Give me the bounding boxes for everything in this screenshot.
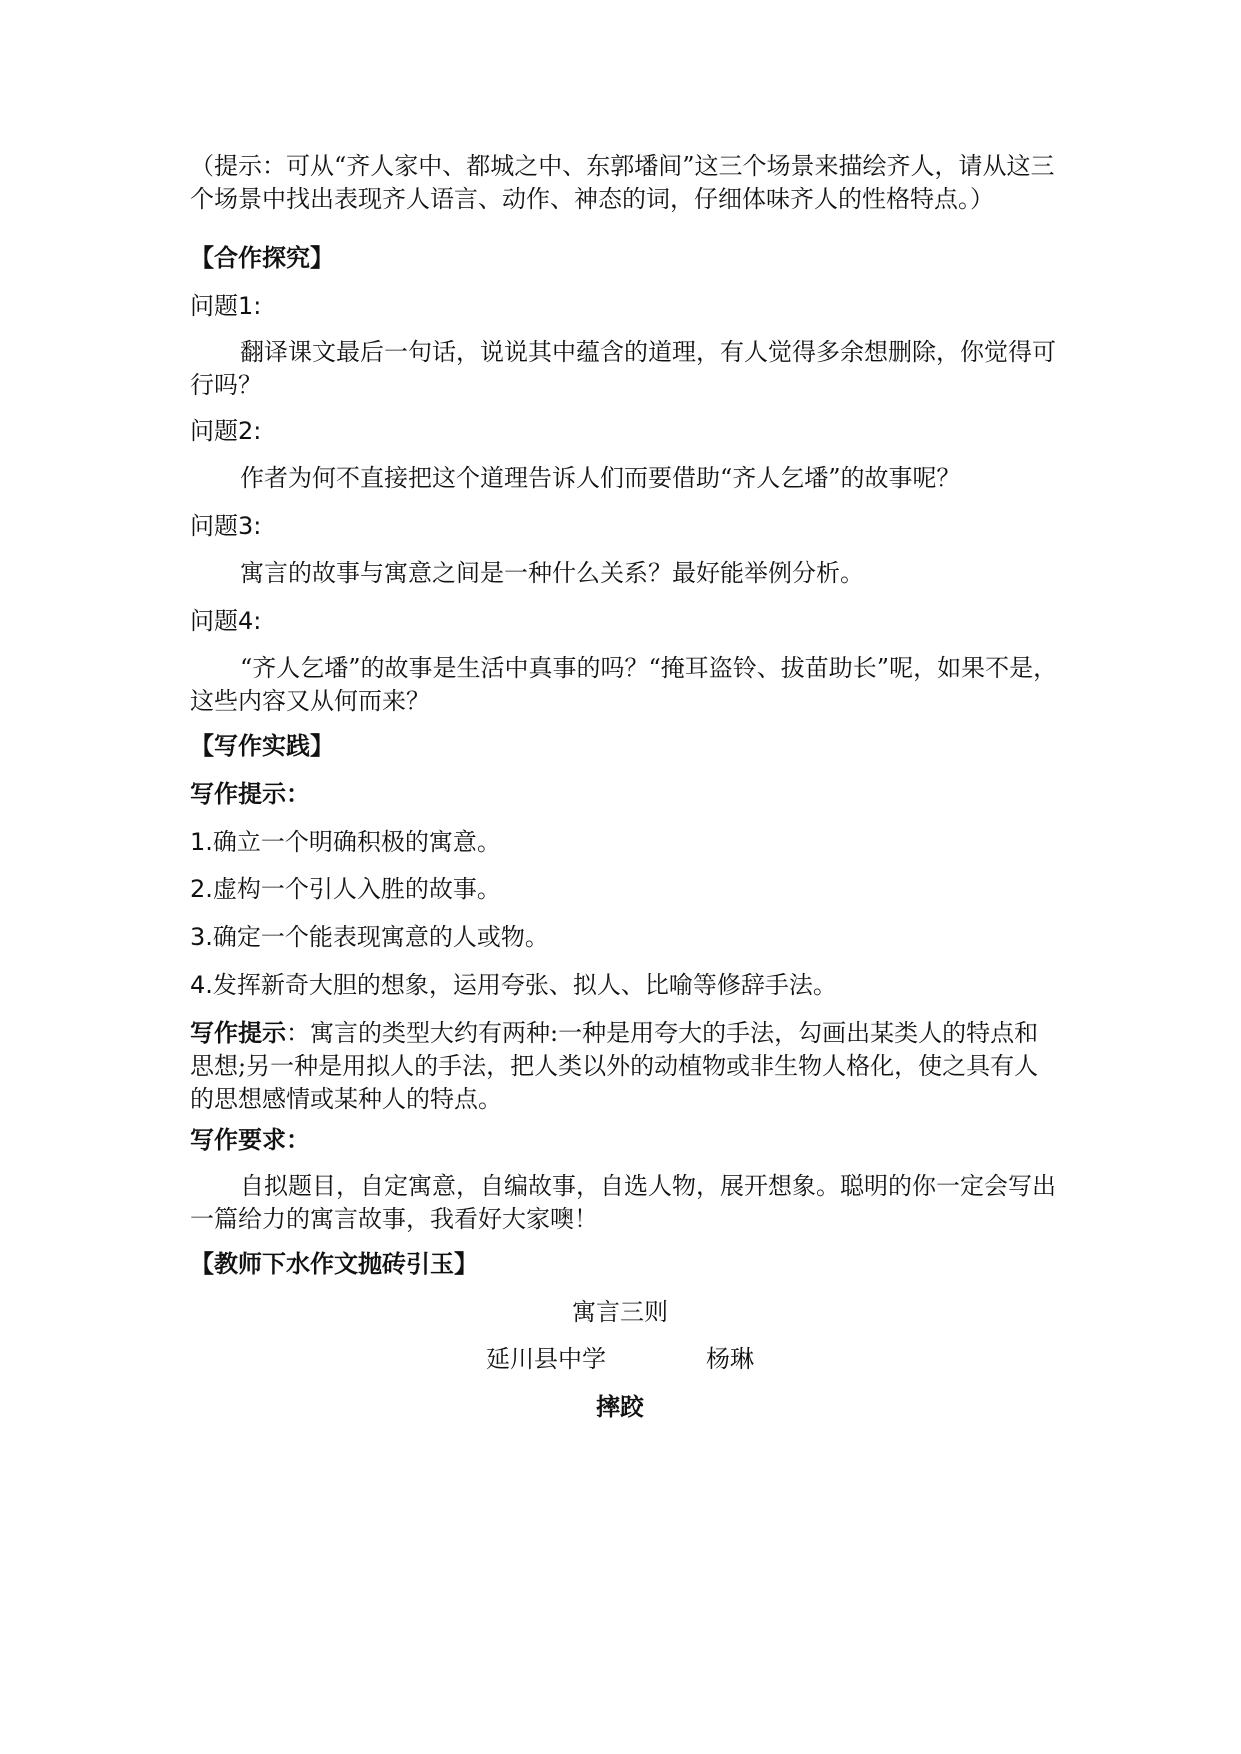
writing-tips-heading: 写作提示： [190, 780, 310, 808]
writing-req-text: 自拟题目，自定寓意，自编故事，自选人物，展开想象。聪明的你一定会写出一篇给力的寓言故事，我看好大家噢！ [190, 1172, 1056, 1233]
question-3-label: 问题3: [190, 512, 262, 540]
writing-tip-3: 3.确定一个能表现寓意的人或物。 [190, 923, 549, 951]
essay-title: 寓言三则 [572, 1298, 668, 1326]
writing-tip-2: 2.虚构一个引人入胜的故事。 [190, 875, 501, 903]
essay-byline [190, 1343, 1050, 1376]
writing-heading: 【写作实践】 [190, 732, 334, 760]
hint-paragraph: （提示：可从“齐人家中、都城之中、东郭墦间”这三个场景来描绘齐人，请从这三个场景中找出表现齐人语言、动作、神态的词，仔细体味齐人的性格特点。） [190, 152, 1055, 213]
writing-tip-1: 1.确立一个明确积极的寓意。 [190, 828, 501, 856]
question-2-label: 问题2: [190, 417, 262, 445]
writing-tips2-text: ：寓言的类型大约有两种:一种是用夸大的手法，勾画出某类人的特点和思想;另一种是用拟人的手法，把人类以外的动植物或非生物人格化，使之具有人的思想感情或某种人的特点。 [190, 1019, 1039, 1113]
writing-tips2-label: 写作提示 [190, 1019, 286, 1047]
writing-req-heading: 写作要求： [190, 1126, 310, 1154]
essay-school: 延川县中学 [486, 1345, 606, 1373]
question-2-text: 作者为何不直接把这个道理告诉人们而要借助“齐人乞墦”的故事呢？ [240, 464, 961, 492]
essay-subtitle: 摔跤 [596, 1392, 644, 1421]
question-1-text: 翻译课文最后一句话，说说其中蕴含的道理，有人觉得多余想删除，你觉得可行吗？ [190, 338, 1056, 399]
essay-author: 杨琳 [706, 1345, 754, 1373]
teacher-heading: 【教师下水作文抛砖引玉】 [190, 1250, 478, 1278]
coop-heading: 【合作探究】 [190, 244, 334, 272]
question-4-label: 问题4: [190, 607, 262, 635]
question-3-text: 寓言的故事与寓意之间是一种什么关系？最好能举例分析。 [240, 559, 864, 587]
question-4-text: “齐人乞墦”的故事是生活中真事的吗？“掩耳盗铃、拔苗助长”呢，如果不是，这些内容又从何而来？ [190, 654, 1058, 715]
writing-tip-4: 4.发挥新奇大胆的想象，运用夸张、拟人、比喻等修辞手法。 [190, 971, 837, 999]
question-1-label: 问题1: [190, 292, 262, 320]
writing-tips2-paragraph [190, 1017, 1060, 1116]
